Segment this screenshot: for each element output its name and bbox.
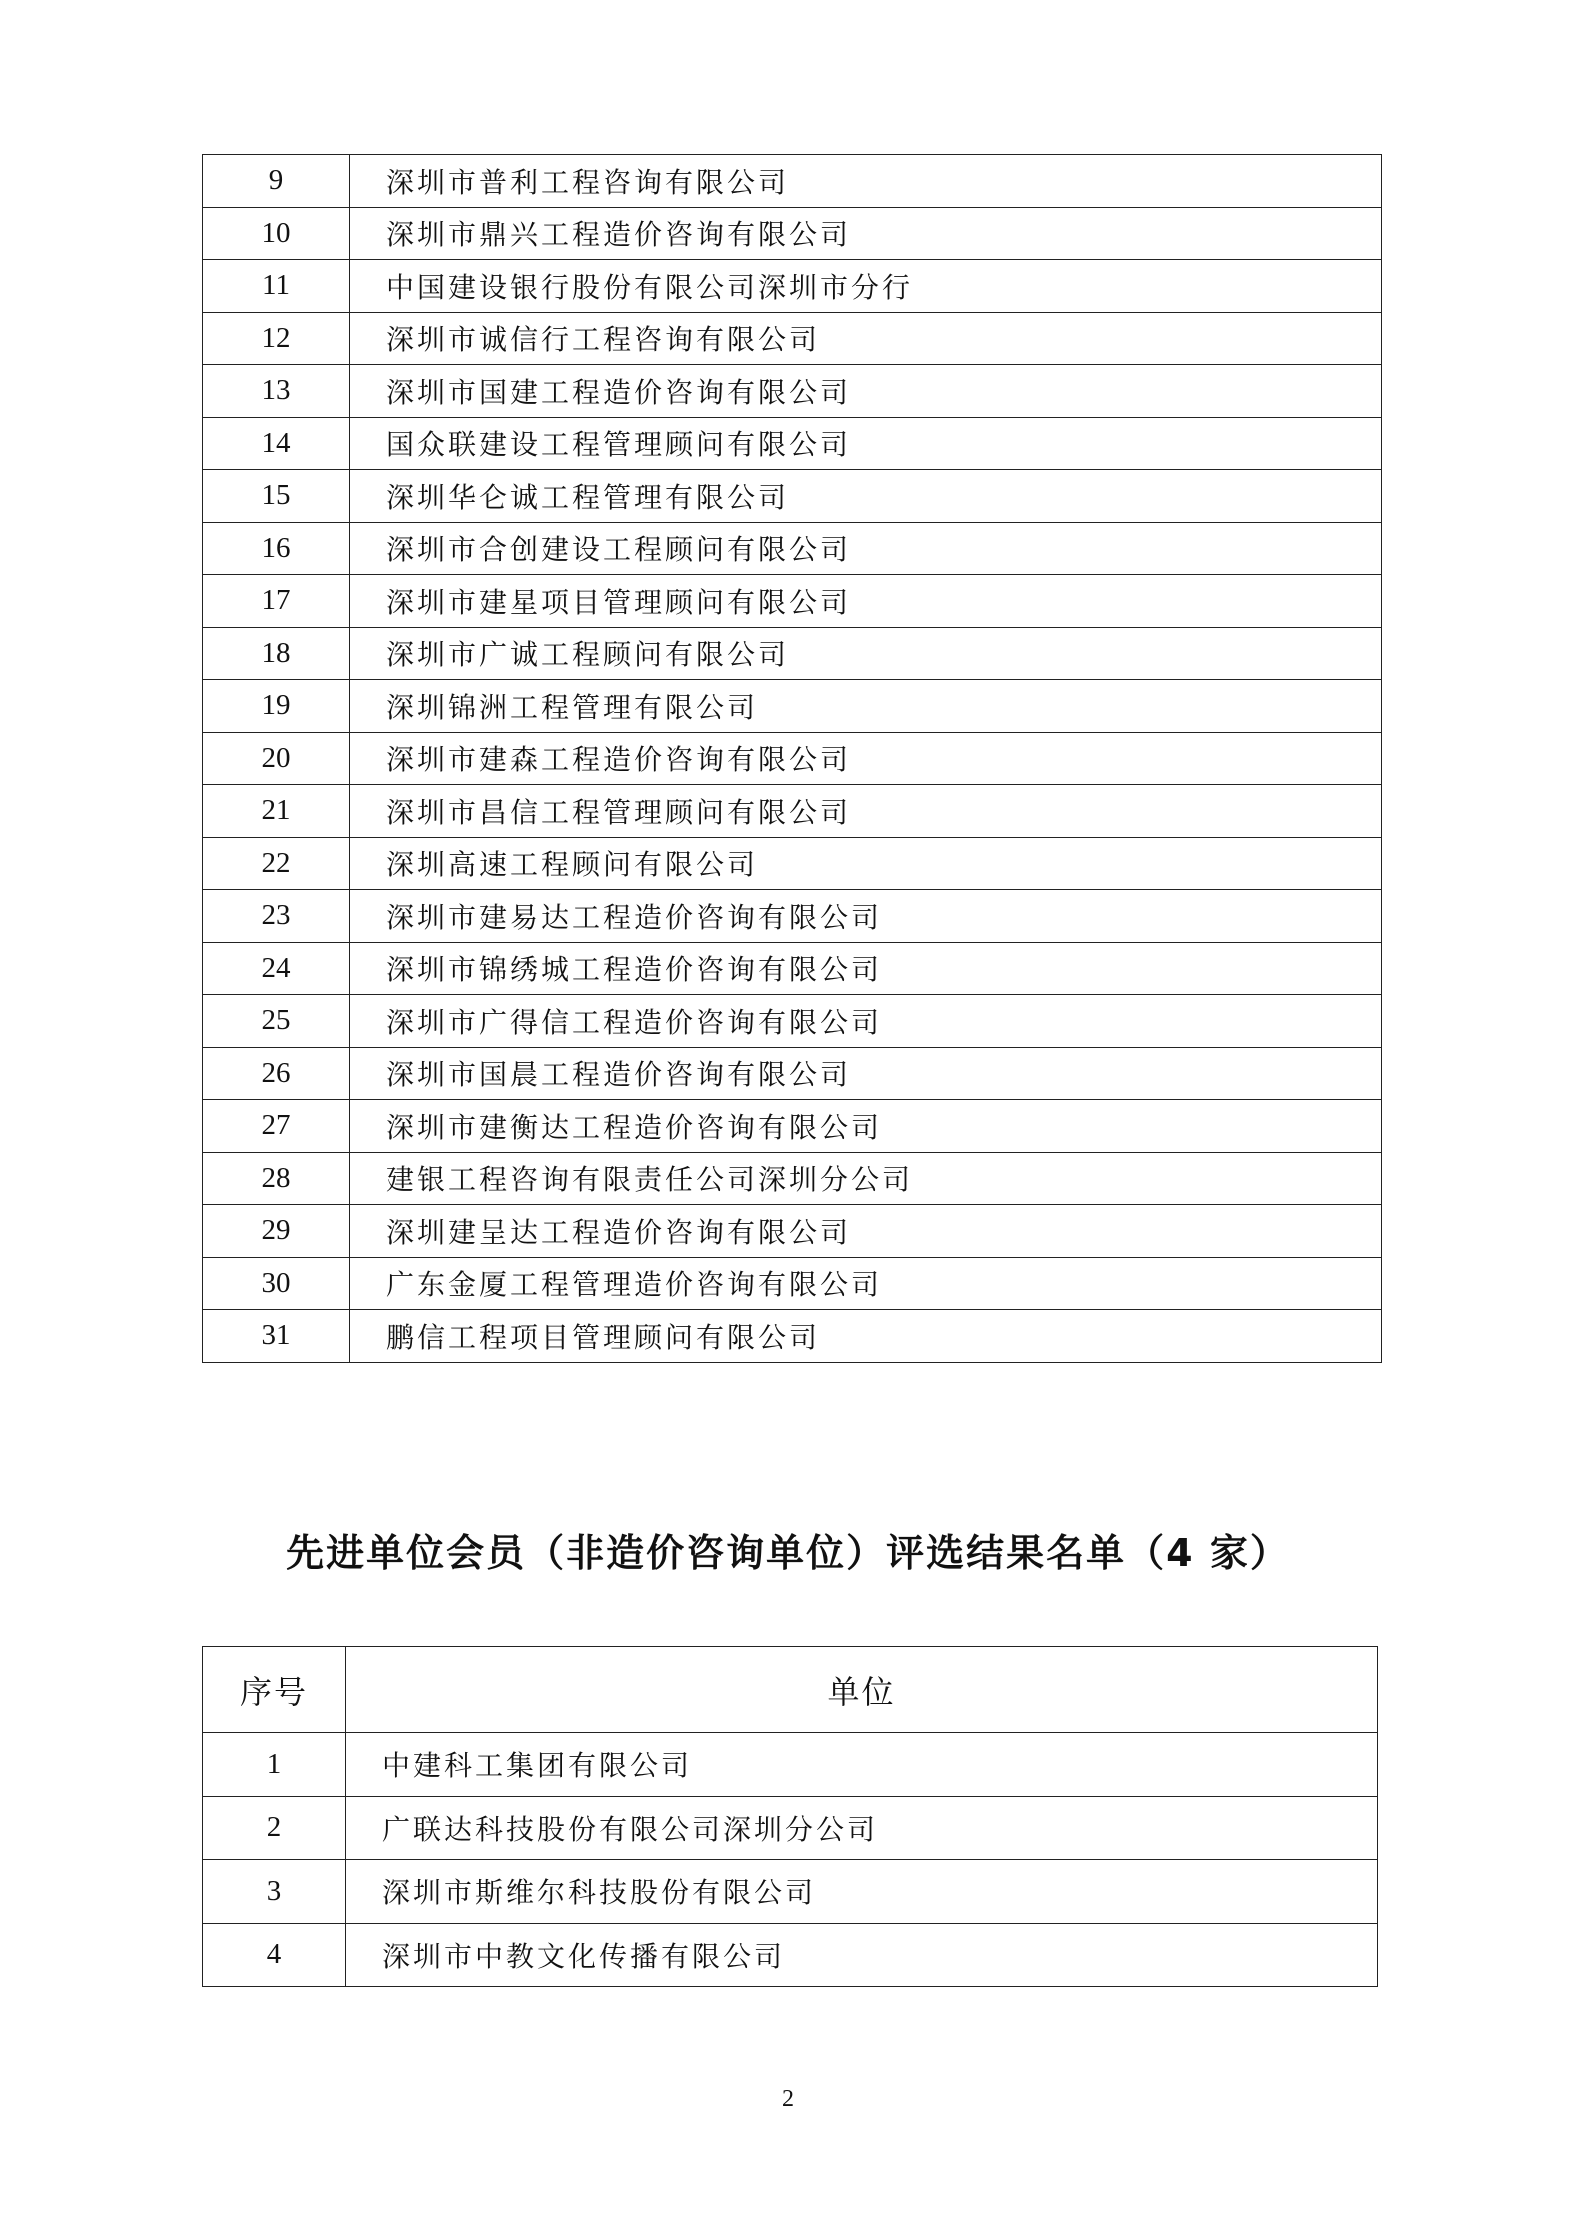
row-number: 18 — [203, 627, 350, 680]
unit-name: 深圳市斯维尔科技股份有限公司 — [346, 1860, 1378, 1924]
unit-name: 深圳市中教文化传播有限公司 — [346, 1923, 1378, 1987]
unit-name: 深圳市诚信行工程咨询有限公司 — [350, 312, 1382, 365]
row-number: 15 — [203, 470, 350, 523]
unit-name: 中国建设银行股份有限公司深圳市分行 — [350, 260, 1382, 313]
row-number: 10 — [203, 207, 350, 260]
row-number: 9 — [203, 155, 350, 208]
unit-name: 深圳市广得信工程造价咨询有限公司 — [350, 995, 1382, 1048]
unit-name: 深圳市国建工程造价咨询有限公司 — [350, 365, 1382, 418]
row-number: 19 — [203, 680, 350, 733]
table-row — [203, 1047, 1382, 1100]
unit-name: 深圳市建星项目管理顾问有限公司 — [350, 575, 1382, 628]
table-row — [203, 1205, 1382, 1258]
table-row — [203, 1100, 1382, 1153]
unit-name: 深圳市国晨工程造价咨询有限公司 — [350, 1047, 1382, 1100]
table-row — [203, 155, 1382, 208]
table-row — [203, 995, 1382, 1048]
row-number: 22 — [203, 837, 350, 890]
row-number: 1 — [203, 1733, 346, 1797]
row-number: 28 — [203, 1152, 350, 1205]
table-row — [203, 1923, 1378, 1987]
unit-name: 深圳市广诚工程顾问有限公司 — [350, 627, 1382, 680]
unit-name: 深圳市鼎兴工程造价咨询有限公司 — [350, 207, 1382, 260]
table-row — [203, 1796, 1378, 1860]
page-number: 2 — [782, 2086, 794, 2112]
table-row — [203, 1257, 1382, 1310]
row-number: 14 — [203, 417, 350, 470]
section-title: 先进单位会员（非造价咨询单位）评选结果名单（4 家） — [286, 1531, 1290, 1575]
unit-name: 深圳锦洲工程管理有限公司 — [350, 680, 1382, 733]
unit-name: 深圳市合创建设工程顾问有限公司 — [350, 522, 1382, 575]
table-row — [203, 1152, 1382, 1205]
table-row — [203, 1860, 1378, 1924]
row-number: 20 — [203, 732, 350, 785]
table-row — [203, 680, 1382, 733]
column-header-number: 序号 — [203, 1647, 346, 1733]
row-number: 21 — [203, 785, 350, 838]
table-row — [203, 312, 1382, 365]
row-number: 30 — [203, 1257, 350, 1310]
row-number: 16 — [203, 522, 350, 575]
unit-name: 建银工程咨询有限责任公司深圳分公司 — [350, 1152, 1382, 1205]
table-header-row — [203, 1647, 1378, 1733]
row-number: 3 — [203, 1860, 346, 1924]
unit-name: 深圳华仑诚工程管理有限公司 — [350, 470, 1382, 523]
unit-name: 深圳市建衡达工程造价咨询有限公司 — [350, 1100, 1382, 1153]
table-row — [203, 890, 1382, 943]
table-body — [203, 155, 1382, 1363]
row-number: 12 — [203, 312, 350, 365]
table-row — [203, 260, 1382, 313]
row-number: 13 — [203, 365, 350, 418]
unit-name: 深圳市建森工程造价咨询有限公司 — [350, 732, 1382, 785]
table-row — [203, 522, 1382, 575]
row-number: 24 — [203, 942, 350, 995]
non-cost-consulting-units-table — [202, 1646, 1378, 1987]
row-number: 31 — [203, 1310, 350, 1363]
table-row — [203, 417, 1382, 470]
table-row — [203, 627, 1382, 680]
table-row — [203, 942, 1382, 995]
row-number: 27 — [203, 1100, 350, 1153]
table-row — [203, 837, 1382, 890]
table-row — [203, 1733, 1378, 1797]
table-row — [203, 207, 1382, 260]
unit-name: 国众联建设工程管理顾问有限公司 — [350, 417, 1382, 470]
row-number: 25 — [203, 995, 350, 1048]
unit-name: 深圳高速工程顾问有限公司 — [350, 837, 1382, 890]
table-row — [203, 785, 1382, 838]
column-header-unit: 单位 — [346, 1647, 1378, 1733]
row-number: 29 — [203, 1205, 350, 1258]
unit-name: 深圳市昌信工程管理顾问有限公司 — [350, 785, 1382, 838]
member-list-table-continued — [202, 154, 1382, 1363]
row-number: 23 — [203, 890, 350, 943]
table-row — [203, 365, 1382, 418]
unit-name: 深圳建呈达工程造价咨询有限公司 — [350, 1205, 1382, 1258]
row-number: 4 — [203, 1923, 346, 1987]
table-row — [203, 1310, 1382, 1363]
unit-name: 深圳市普利工程咨询有限公司 — [350, 155, 1382, 208]
unit-name: 鹏信工程项目管理顾问有限公司 — [350, 1310, 1382, 1363]
unit-name: 广东金厦工程管理造价咨询有限公司 — [350, 1257, 1382, 1310]
row-number: 2 — [203, 1796, 346, 1860]
unit-name: 深圳市锦绣城工程造价咨询有限公司 — [350, 942, 1382, 995]
unit-name: 中建科工集团有限公司 — [346, 1733, 1378, 1797]
table-row — [203, 732, 1382, 785]
unit-name: 广联达科技股份有限公司深圳分公司 — [346, 1796, 1378, 1860]
row-number: 17 — [203, 575, 350, 628]
table-row — [203, 575, 1382, 628]
row-number: 11 — [203, 260, 350, 313]
table-row — [203, 470, 1382, 523]
row-number: 26 — [203, 1047, 350, 1100]
unit-name: 深圳市建易达工程造价咨询有限公司 — [350, 890, 1382, 943]
